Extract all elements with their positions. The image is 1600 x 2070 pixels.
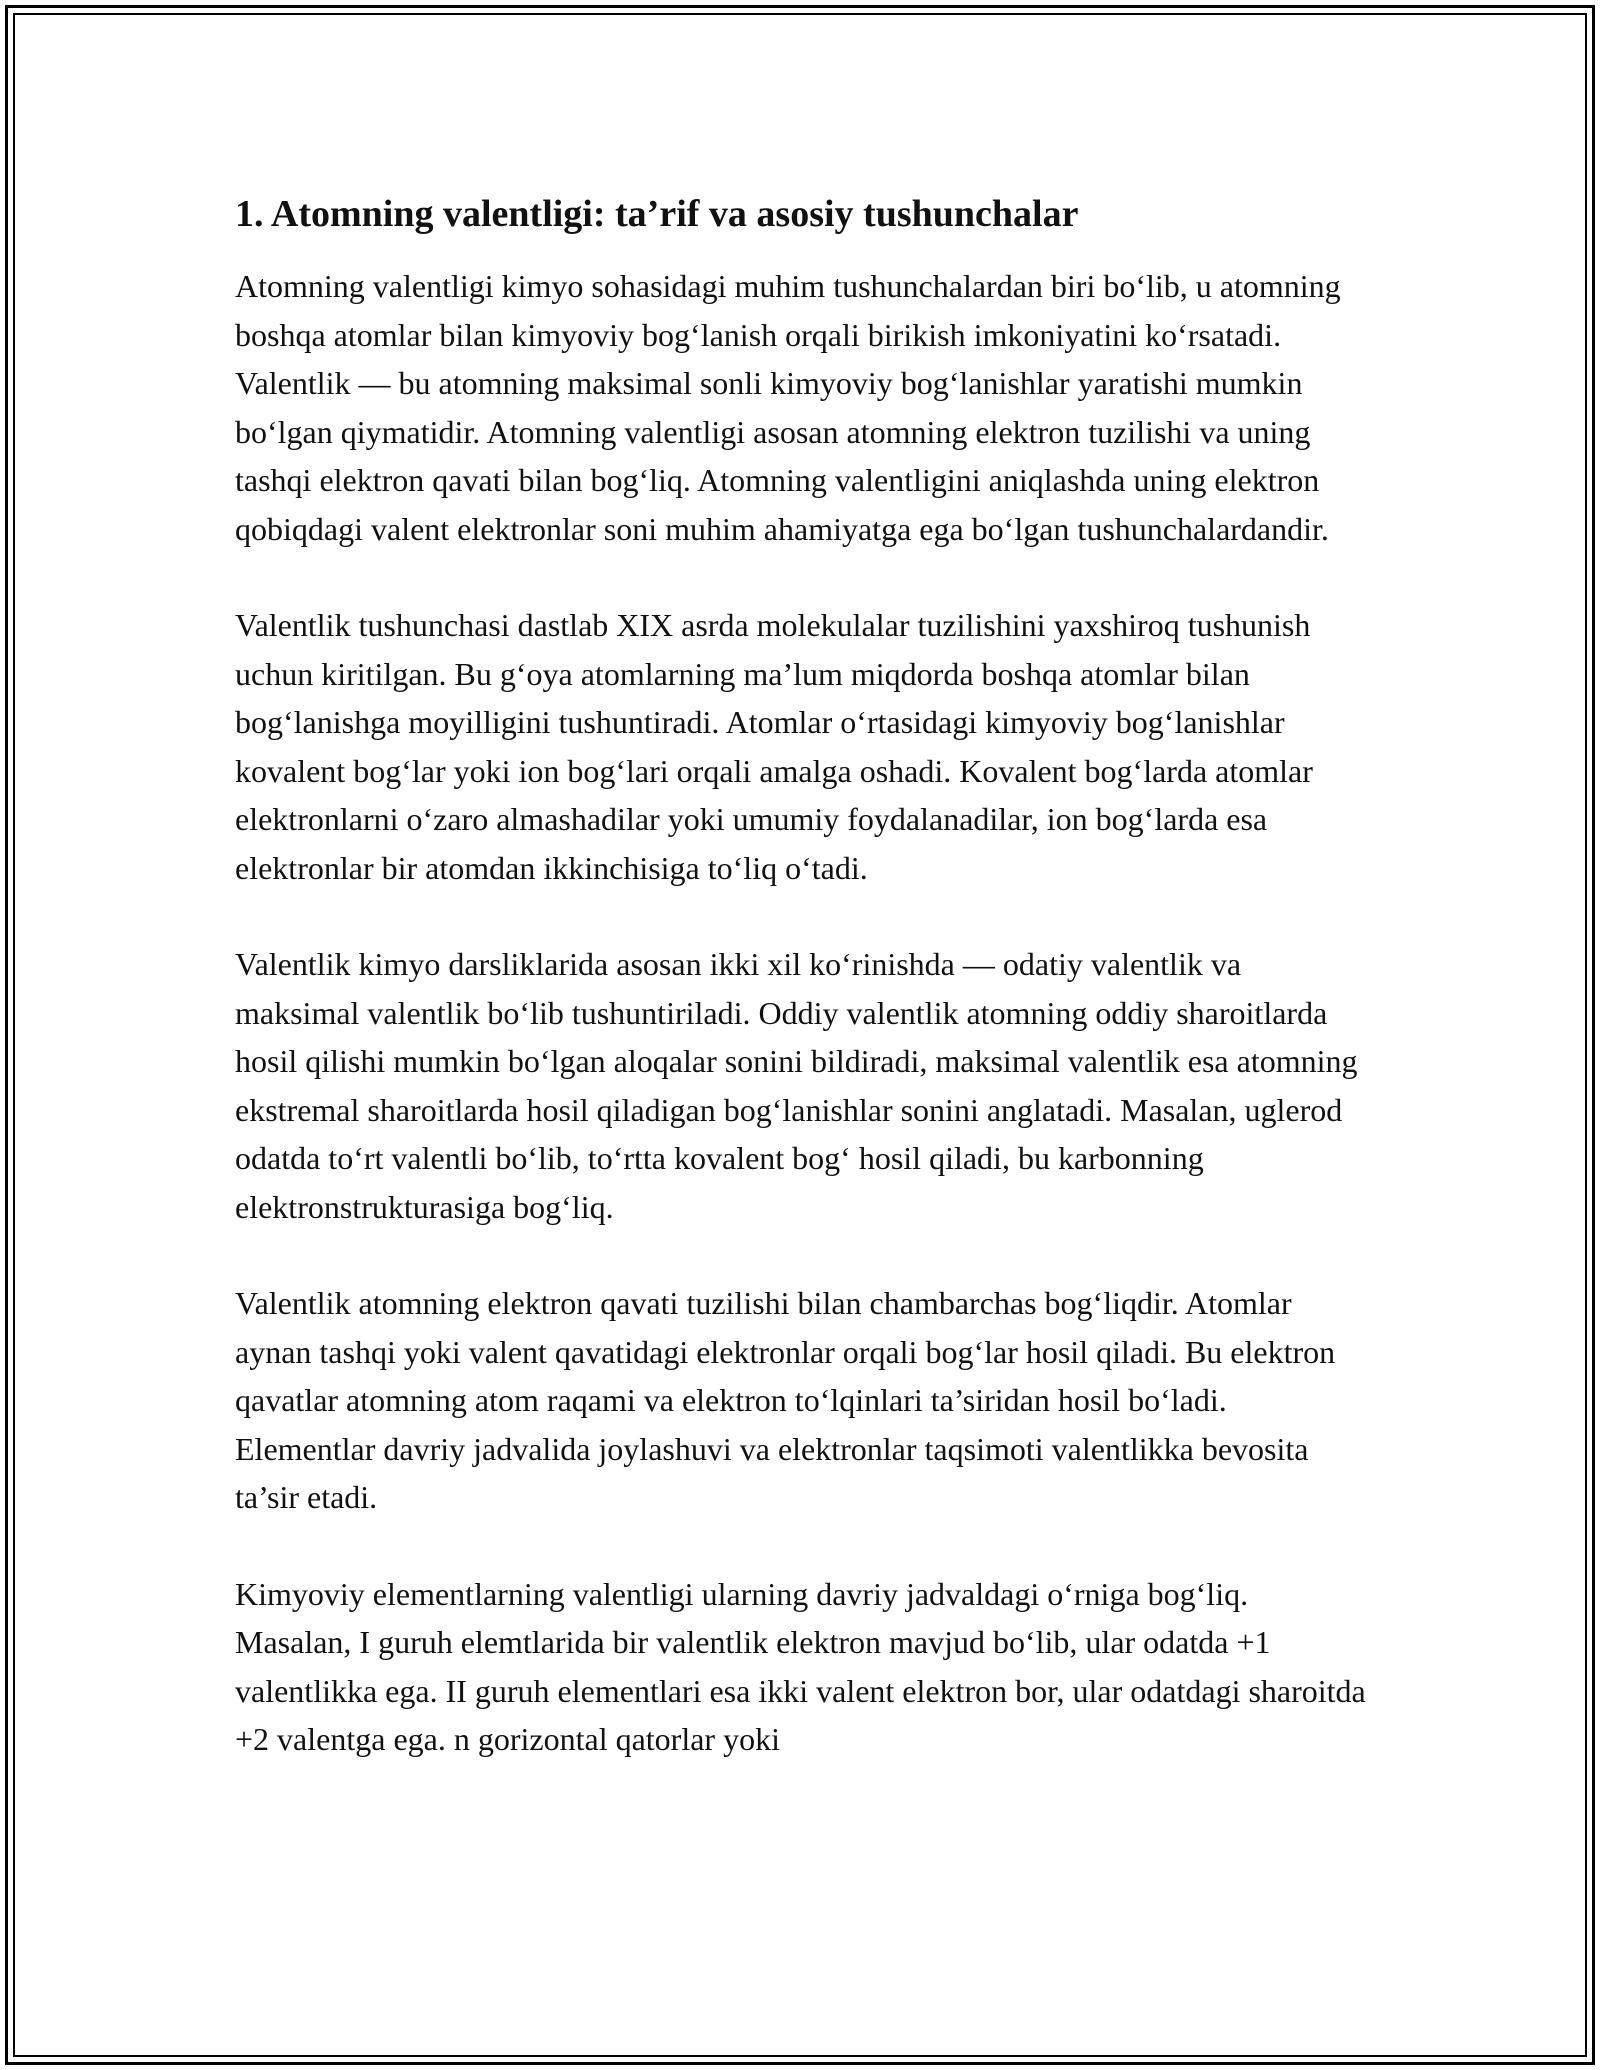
paragraph-1: Atomning valentligi kimyo sohasidagi muhim tushunchalardan biri bo‘lib, u atomning boshqa atomlar bilan kimyoviy bog‘lanish orqali birikish imkoniyatini ko‘rsatadi. Valentlik — bu atomning maksimal sonli kimyoviy bog‘lanishlar yaratishi mumkin bo‘lgan qiymatidir. Atomning valentligi asosan atomning elektron tuzilishi va uning tashqi elektron qavati bilan bog‘liq. Atomning valentligini aniqlashda uning elektron qobiqdagi valent elektronlar soni muhim ahamiyatga ega bo‘lgan tushunchalardandir. bbox=[235, 268, 1341, 547]
document-body bbox=[235, 188, 1370, 1764]
paragraph-4: Valentlik atomning elektron qavati tuzilishi bilan chambarchas bog‘liqdir. Atomlar aynan tashqi yoki valent qavatidagi elektronlar orqali bog‘lar hosil qiladi. Bu elektron qavatlar atomning atom raqami va elektron to‘lqinlari ta’siridan hosil bo‘ladi. Elementlar davriy jadvalida joylashuvi va elektronlar taqsimoti valentlikka bevosita ta’sir etadi. bbox=[235, 1285, 1336, 1515]
paragraph-3: Valentlik kimyo darsliklarida asosan ikki xil ko‘rinishda — odatiy valentlik va maksimal valentlik bo‘lib tushuntiriladi. Oddiy valentlik atomning oddiy sharoitlarda hosil qilishi mumkin bo‘lgan aloqalar sonini bildiradi, maksimal valentlik esa atomning ekstremal sharoitlarda hosil qiladigan bog‘lanishlar sonini anglatadi. Masalan, uglerod odatda to‘rt valentli bo‘lib, to‘rtta kovalent bog‘ hosil qiladi, bu karbonning elektronstrukturasiga bog‘liq. bbox=[235, 946, 1358, 1225]
section-heading: 1. Atomning valentligi: ta’rif va asosiy tushunchalar bbox=[235, 193, 1079, 235]
paragraph-5: Kimyoviy elementlarning valentligi ularning davriy jadvaldagi o‘rniga bog‘liq. Masalan, I guruh elemtlarida bir valentlik elektron mavjud bo‘lib, ular odatda +1 valentlikka ega. II guruh elementlari esa ikki valent elektron bor, ular odatdagi sharoitda +2 valentga ega. n gorizontal qatorlar yoki bbox=[235, 1575, 1366, 1757]
paragraph-2: Valentlik tushunchasi dastlab XIX asrda molekulalar tuzilishini yaxshiroq tushunish uchun kiritilgan. Bu g‘oya atomlarning ma’lum miqdorda boshqa atomlar bilan bog‘lanishga moyilligini tushuntiradi. Atomlar o‘rtasidagi kimyoviy bog‘lanishlar kovalent bog‘lar yoki ion bog‘lari orqali amalga oshadi. Kovalent bog‘larda atomlar elektronlarni o‘zaro almashadilar yoki umumiy foydalanadilar, ion bog‘larda esa elektronlar bir atomdan ikkinchisiga to‘liq o‘tadi. bbox=[235, 607, 1313, 886]
